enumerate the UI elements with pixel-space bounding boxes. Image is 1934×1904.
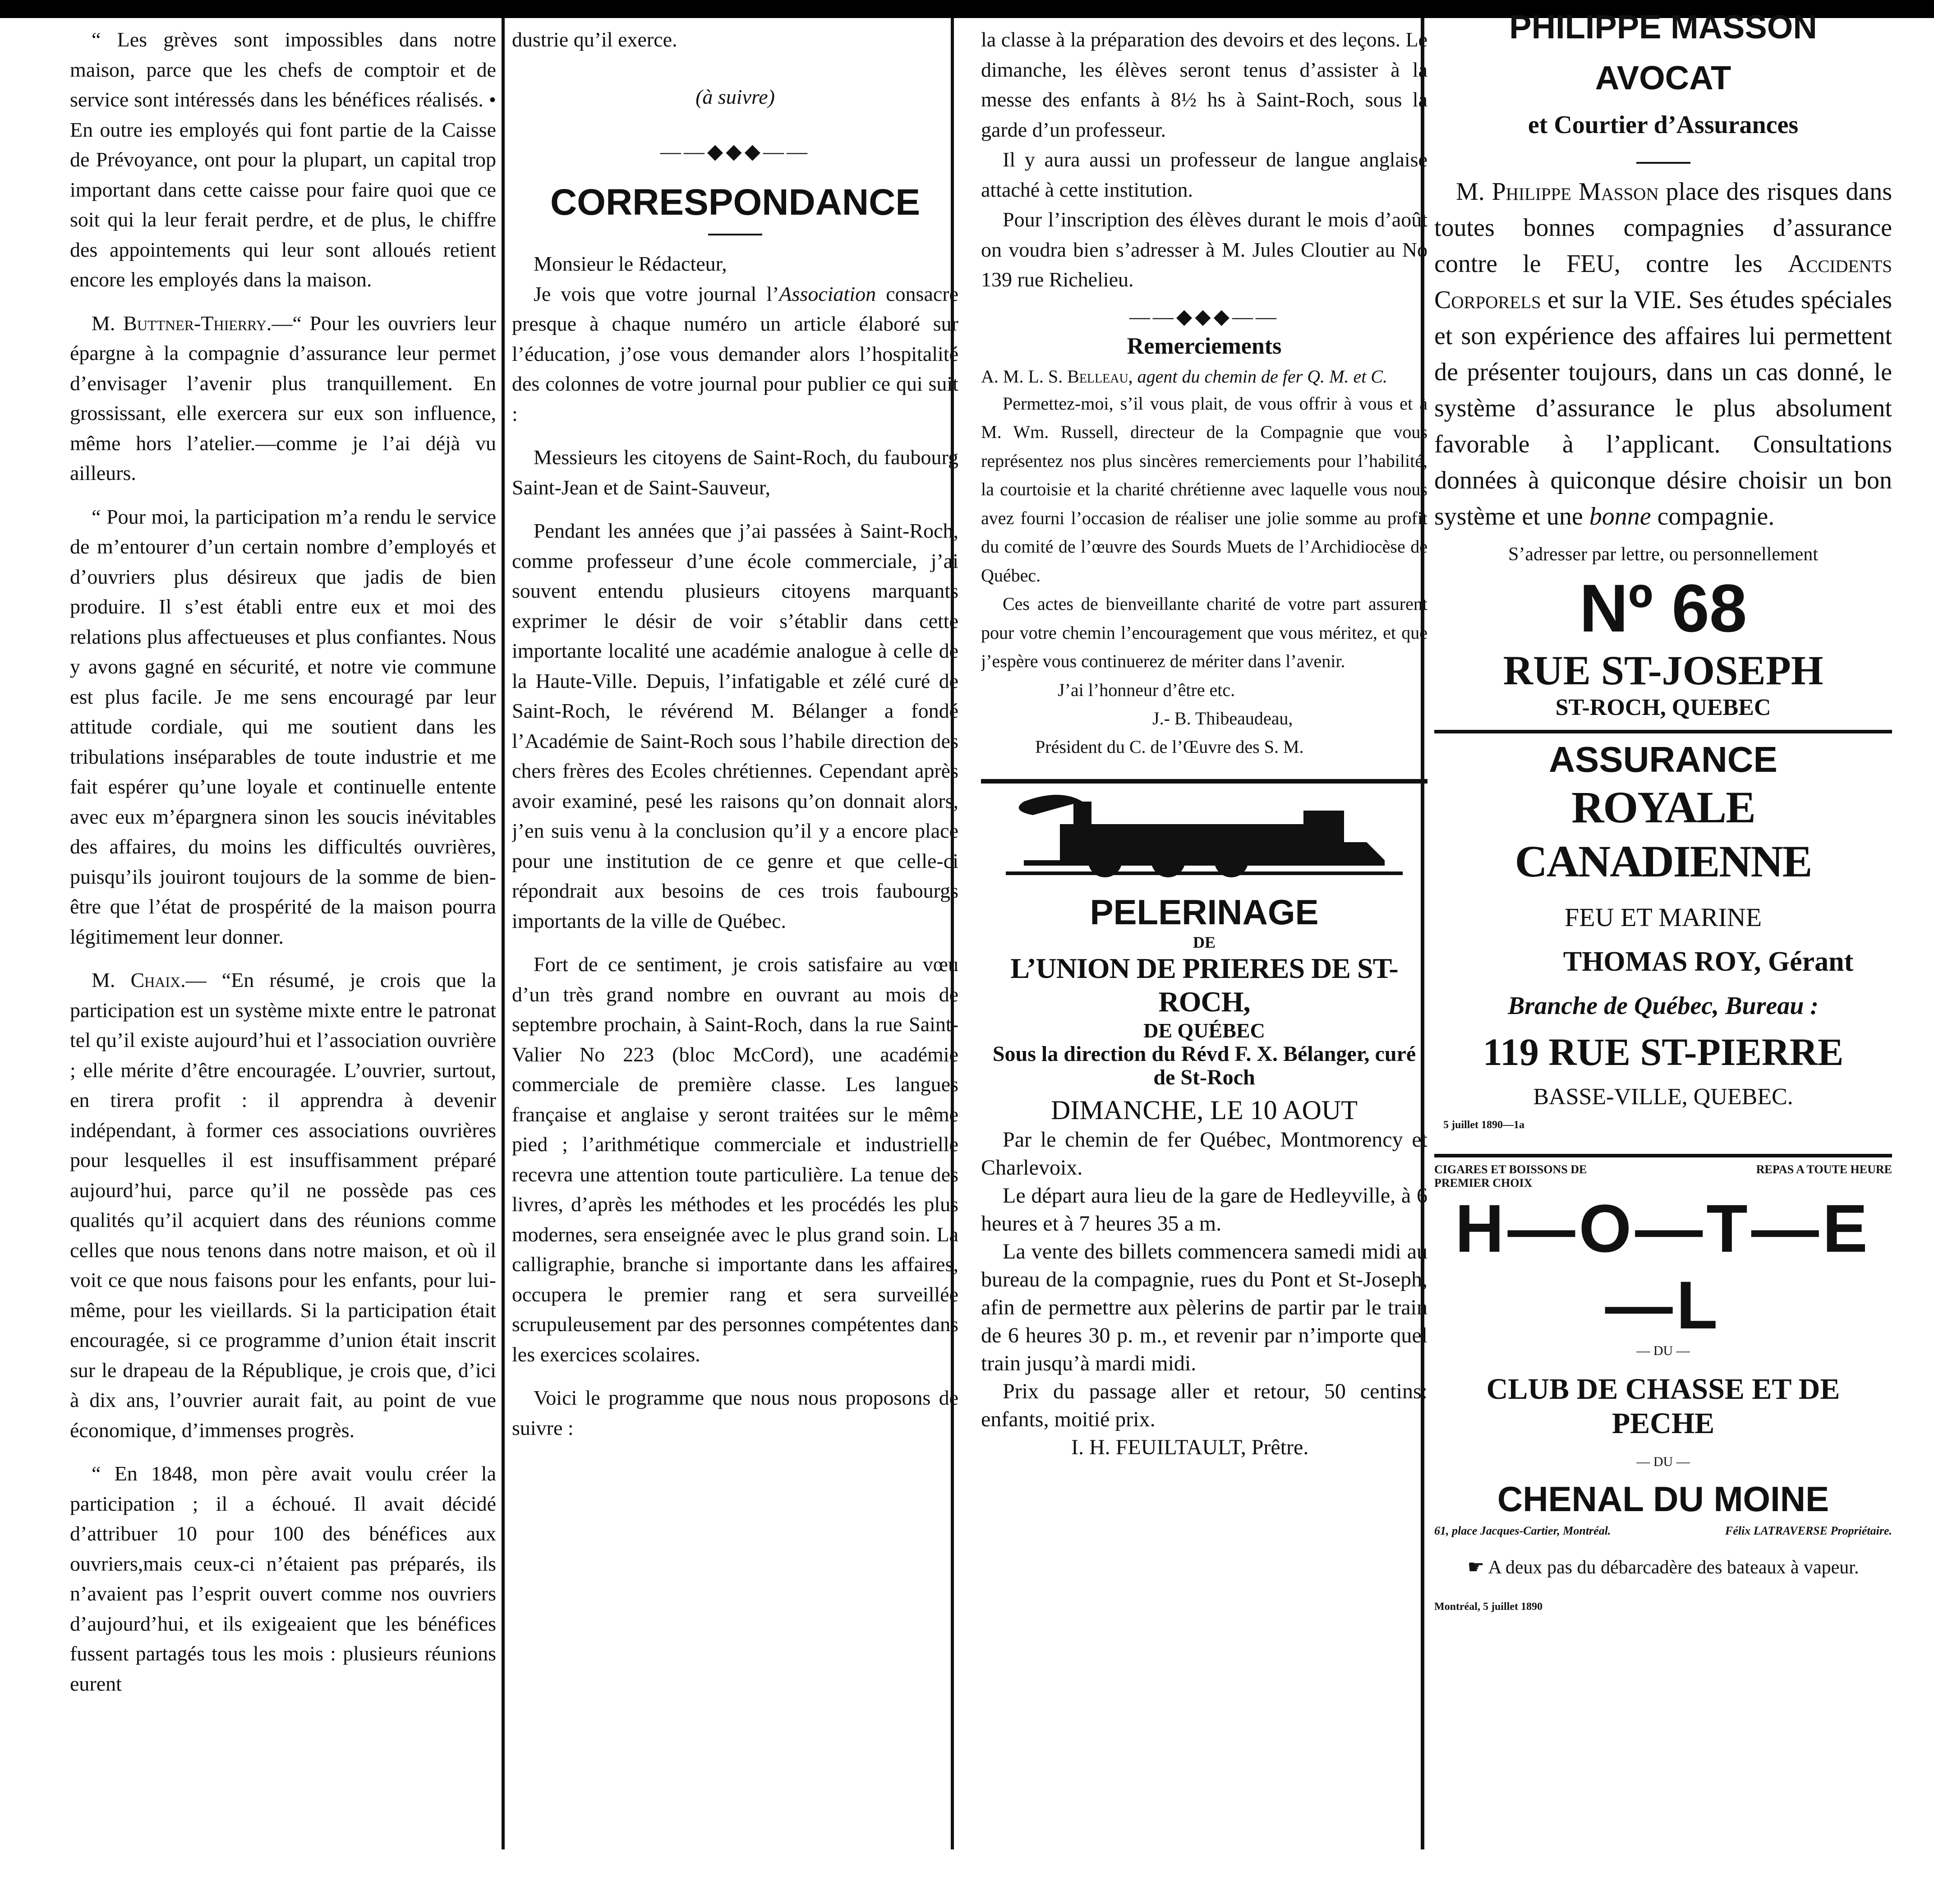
ad-date: 5 juillet 1890—1a <box>1443 1119 1524 1131</box>
pelerinage-quebec: DE QUÉBEC <box>1143 1019 1265 1042</box>
text-run: et sur la VIE. Ses études spéciales et son expérience des affaires lui permettent de présenter toujours, dans un cas donné, le système d’assurance le plus absolument favorable à l’applicant. Consultations données à quiconque désire choisir un bon système et une <box>1434 286 1892 530</box>
hotel-note: ☛ A deux pas du débarcadère des bateaux à vapeur. <box>1467 1557 1859 1578</box>
hotel-date: Montréal, 5 juillet 1890 <box>1434 1601 1543 1613</box>
hotel-du: — DU — <box>1636 1343 1690 1358</box>
closing: J’ai l’honneur d’être etc. <box>1058 679 1235 700</box>
paragraph: Il y aura aussi un professeur de langue anglaise attaché à cette institution. <box>981 148 1427 201</box>
text-run: Je vois que votre journal l’ <box>534 282 779 305</box>
pelerinage-union: L’UNION DE PRIERES DE ST-ROCH, <box>1010 952 1398 1018</box>
addressee <box>981 364 1427 389</box>
ad-contact-line: S’adresser par lettre, ou personnellement <box>1508 544 1818 565</box>
pelerinage-de: DE <box>1193 933 1216 951</box>
addressee-title: agent du chemin de fer Q. M. et C. <box>1133 366 1387 387</box>
ad-branche: Branche de Québec, Bureau : <box>1507 992 1819 1020</box>
ad-avocat: AVOCAT <box>1595 59 1731 97</box>
section-rule <box>1434 730 1892 733</box>
pelerinage-date: DIMANCHE, LE 10 AOUT <box>1051 1095 1358 1125</box>
paragraph <box>70 309 496 489</box>
column-rule <box>502 18 505 1849</box>
hotel-header <box>1434 1163 1892 1190</box>
text-run: M. Philippe Masson <box>1456 178 1659 206</box>
paragraph: Pendant les années que j’ai passées à Saint-Roch, comme professeur d’une école commerciale, j’ai souvent entendu plusieurs citoyens marquants exprimer le désir de voir s’établir dans cette importante localité une académie analogue à celle de la Haute-Ville. Depuis, l’infatigable et zélé curé de Saint-Roch, le révérend M. Bélanger a fondé l’Académie de Saint-Roch sous l’habile direction des chers frères des Ecoles chrétiennes. Cependant après avoir examiné, pesé les raisons qu’on donnait alors, j’en suis venu à la conclusion qu’il y a encore place pour une institution de ce genre et que celle-ci répondrait aux besoins de ces trois faubourgs importants de la ville de Québec. <box>512 519 958 932</box>
paragraph: “ Pour moi, la participation m’a rendu le service de m’entourer d’un certain nombre d’employés et d’ouvriers plus désireux que jadis de bien produire. Il s’est établi entre eux et moi des relations plus affectueuses et plus confiantes. Nous y avons gagné en sécurité, et notre vie commune est plus facile. Je me sens encouragé par leur attitude cordiale, qui me soutient dans les tribulations inséparables de toute industrie et me fait espérer qu’une loyale et continuelle entente avec eux m’épargnera sinon les soucis inévitables des affaires, du moins les difficultés ouvrières, puisqu’ils jouiront toujours de la somme de bien-être que l’état de prospérité de la maison pourra légitimement leur donner. <box>70 505 496 948</box>
ad-street: RUE ST-JOSEPH <box>1503 647 1823 693</box>
paragraph: Permettez-moi, s’il vous plait, de vous offrir à vous et à M. Wm. Russell, directeur de la Compagnie que vous représentez nos plus sincères remerciements pour l’habilité, la courtoisie et la charité chrétienne avec laquelle vous nous avez fourni l’occasion de réaliser une jolie somme au profit du comité de l’œuvre des Sourds Muets de l’Archidiocèse de Québec. <box>981 393 1427 585</box>
column-advertisements <box>1434 9 1892 1613</box>
column-remerciements <box>981 25 1427 1461</box>
ornament: ——◆◆◆—— <box>660 140 810 163</box>
salutation: Monsieur le Rédacteur, <box>534 252 727 275</box>
paragraph: “ En 1848, mon père avait voulu créer la participation ; il a échoué. Il avait décidé d’attribuer 10 pour 100 des bénéfices aux ouvriers,mais ceux-ci n’étaient pas préparés, ils n’avaient pas l’esprit ouvert comme nos ouvriers d’aujourd’hui, et ils exigeaient que les bénéfices fussent partagés tous les mois : plusieurs réunions eurent <box>70 1462 496 1695</box>
ad-paragraph <box>1434 174 1892 535</box>
pelerinage-signature: I. H. FEUILTAULT, Prêtre. <box>1071 1435 1309 1459</box>
hotel-footer <box>1434 1524 1892 1538</box>
text-run: Accidents Corporels <box>1434 250 1892 314</box>
paragraph: La vente des billets commencera samedi midi au bureau de la compagnie, rues du Pont et St-Joseph, afin de permettre aux pèlerins de partir par le train de 6 heures 30 p. m., et revenir par n’importe quel train jusqu’à mardi midi. <box>981 1239 1427 1375</box>
hotel-repas: REPAS A TOUTE HEURE <box>1756 1163 1892 1176</box>
hotel-chenal: CHENAL DU MOINE <box>1497 1479 1829 1519</box>
paragraph: Fort de ce sentiment, je crois satisfaire au vœu d’un très grand nombre en ouvrant au mois de septembre prochain, à Saint-Roch, dans la rue Saint-Valier No 223 (bloc McCord), une académie commerciale de première classe. Les langues française et anglaise y seront traitées sur le même pied ; l’arithmétique commerciale et industrielle recevra une attention toute particulière. La tenue des livres, d’après les méthodes et les procédés les plus modernes, sera enseignée avec le plus grand soin. La calligraphie, branche si importante dans les affaires, occupera le premier rang et sera surveillée scrupuleusement par des personnes compétentes dans les exercices scolaires. <box>512 953 958 1366</box>
paragraph: “ Les grèves sont impossibles dans notre maison, parce que les chefs de comptoir et de service sont intéressés dans les bénéfices réalisés. • En outre ies employés qui font partie de la Caisse de Prévoyance, ont pour la plupart, un capital trop important dans cette caisse pour faire quoi que ce soit qui la leur ferait perdre, et de plus, le chiffre des appointements qui leur sont alloués retient encore les employés dans la maison. <box>70 28 496 291</box>
hotel-club: CLUB DE CHASSE ET DE PECHE <box>1486 1373 1840 1440</box>
ad-assurance: ASSURANCE <box>1549 739 1777 779</box>
hotel-du: — DU — <box>1636 1454 1690 1469</box>
ad-royale: ROYALE CANADIENNE <box>1515 782 1812 886</box>
section-title: Remerciements <box>1127 333 1282 359</box>
paragraph: Voici le programme que nous nous proposons de suivre : <box>512 1386 958 1439</box>
text-run: bonne <box>1589 503 1651 530</box>
text-run: place des risques dans toutes bonnes compagnies d’assurance contre le FEU, contre les <box>1434 178 1892 278</box>
paragraph: Par le chemin de fer Québec, Montmorency et Charlevoix. <box>981 1127 1427 1180</box>
pelerinage-direction: Sous la direction du Révd F. X. Bélanger, curé de St-Roch <box>992 1042 1416 1089</box>
speaker-name: M. Buttner-Thierry. <box>92 311 272 335</box>
speaker-name: M. Chaix. <box>92 968 186 991</box>
signer: J.- B. Thibeaudeau, <box>1152 708 1293 728</box>
ad-gerant: THOMAS ROY, Gérant <box>1563 946 1854 977</box>
ornament: ——◆◆◆—— <box>1129 304 1280 328</box>
ad-courtier: et Courtier d’Assurances <box>1528 111 1799 139</box>
paragraph <box>512 279 958 429</box>
hotel-proprietaire: Félix LATRAVERSE Propriétaire. <box>1725 1524 1892 1537</box>
journal-name: Association <box>779 282 876 305</box>
pelerinage-title: PELERINAGE <box>1090 892 1319 932</box>
text-run: consacre presque à chaque numéro un article élaboré sur l’éducation, j’ose vous demander alors l’hospitalité des colonnes de votre journal pour publier ce qui suit : <box>512 282 958 425</box>
paragraph: Ces actes de bienveillante charité de votre part assurent pour votre chemin l’encouragement que vous méritez, et que j’espère vous continuerez de mériter dans l’avenir. <box>981 594 1427 671</box>
ad-number: Nº 68 <box>1579 570 1747 646</box>
paragraph: Messieurs les citoyens de Saint-Roch, du faubourg Saint-Jean et de Saint-Sauveur, <box>512 446 958 499</box>
paragraph: Pour l’inscription des élèves durant le mois d’août on voudra bien s’adresser à M. Jules Cloutier au No 139 rue Richelieu. <box>981 208 1427 291</box>
ad-name-top: PHILIPPE MASSON <box>1509 9 1817 46</box>
section-rule <box>981 779 1427 784</box>
short-rule <box>708 234 762 235</box>
continuation-text: dustrie qu’il exerce. <box>512 28 677 51</box>
section-title: CORRESPONDANCE <box>550 182 921 223</box>
paragraph <box>70 965 496 1445</box>
hotel-title: H—O—T—E—L <box>1455 1190 1871 1343</box>
paragraph: la classe à la préparation des devoirs et des leçons. Le dimanche, les élèves seront tenus d’assister à la messe des enfants à 8½ hs à Saint-Roch, sous la garde d’un professeur. <box>981 28 1427 141</box>
column-correspondance <box>512 25 958 1443</box>
paragraph-text: — “En résumé, je crois que la participation est un système mixte entre le patronat tel qu’il existe aujourd’hui et l’association ouvrière ; elle mérite d’être encouragée. L’ouvrier, surtout, en tirera profit : il apprendra à devenir indépendant, à former ces associations ouvrières pour lesquelles il est insuffisamment préparé aujourd’hui, parce qu’il ne possède pas ces qualités qu’il acquiert dans des réunions comme celles que nous tenons dans notre maison, et où il voit ce que nous faisons pour les enfants, pour lui-même, pour les vieillards. Si la participation était encouragée, si ce programme d’union était inscrit sur le drapeau de la République, je crois que, d’ici à dix ans, l’ouvrier aurait fait, au point de vue économique, d’immenses progrès. <box>70 968 496 1442</box>
text-run: compagnie. <box>1651 503 1775 530</box>
hotel-cigares: CIGARES ET BOISSONS DE PREMIER CHOIX <box>1434 1163 1587 1189</box>
paragraph: Prix du passage aller et retour, 50 centins: enfants, moitié prix. <box>981 1379 1427 1431</box>
short-rule <box>1636 162 1690 164</box>
ad-basse-ville: BASSE-VILLE, QUEBEC. <box>1533 1084 1793 1110</box>
paragraph-text: —“ Pour les ouvriers leur épargne à la compagnie d’assurance leur permet d’envisager l’avenir plus tranquillement. En grossissant, elle exercera sur eux son influence, même hors l’atelier.—comme je l’ai déjà vu ailleurs. <box>70 311 496 484</box>
section-rule <box>1434 1154 1892 1157</box>
paragraph: Le départ aura lieu de la gare de Hedleyville, à 6 heures et à 7 heures 35 a m. <box>981 1183 1427 1236</box>
hotel-place: 61, place Jacques-Cartier, Montréal. <box>1434 1524 1611 1537</box>
ad-city: ST-ROCH, QUEBEC <box>1555 695 1771 720</box>
column-participation <box>70 25 496 1699</box>
signer-title: Président du C. de l’Œuvre des S. M. <box>1035 736 1304 757</box>
to-be-continued: (à suivre) <box>695 85 775 108</box>
ad-address: 119 RUE ST-PIERRE <box>1483 1030 1844 1074</box>
locomotive-illustration <box>1006 793 1403 883</box>
ad-feu-marine: FEU ET MARINE <box>1564 903 1762 932</box>
addressee-name: A. M. L. S. Belleau, <box>981 366 1133 387</box>
